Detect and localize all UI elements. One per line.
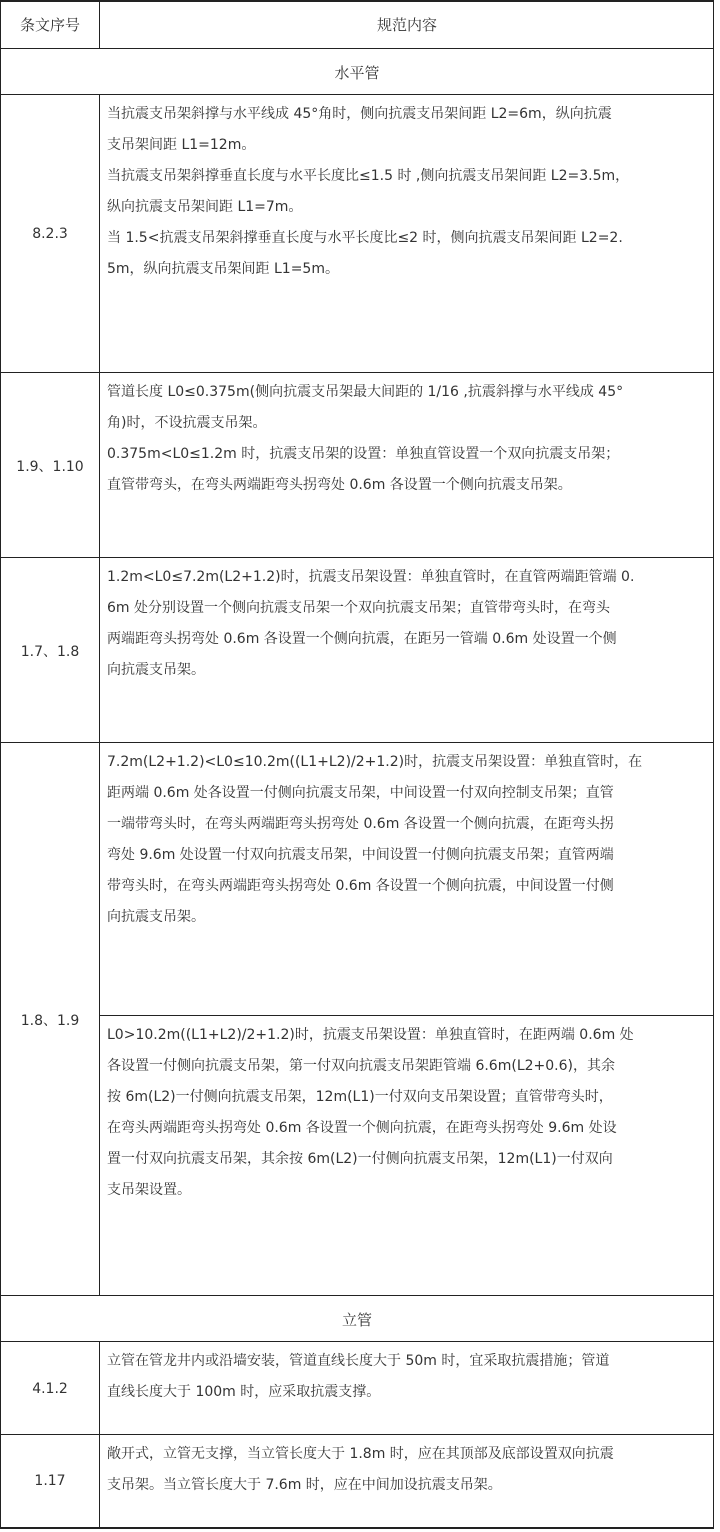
content-line: 向抗震支吊架。 <box>107 909 205 925</box>
content-line: 向抗震支吊架。 <box>107 662 205 678</box>
table-border <box>0 0 1 1529</box>
content-line: 管道长度 L0≤0.375m(侧向抗震支吊架最大间距的 1/16 ,抗震斜撑与水平线成 45° <box>107 384 624 400</box>
row-content-4-1-2 <box>100 1342 714 1435</box>
table-border <box>0 0 714 2</box>
table-border <box>99 0 100 49</box>
content-line: 带弯头时，在弯头两端距弯头拐弯处 0.6m 各设置一个侧向抗震，中间设置一付侧 <box>107 878 614 894</box>
row-content-8-2-3 <box>100 95 714 373</box>
row-content-1-7-1-8 <box>100 558 714 743</box>
row-id-8-2-3: 8.2.3 <box>32 226 68 242</box>
content-line: 当 1.5<抗震支吊架斜撑垂直长度与水平长度比≤2 时，侧向抗震支吊架间距 L2=2. <box>107 230 623 246</box>
row-content-1-9-1-10 <box>100 373 714 558</box>
content-line: 两端距弯头拐弯处 0.6m 各设置一个侧向抗震，在距另一管端 0.6m 处设置一个侧 <box>107 631 617 647</box>
content-line: 弯处 9.6m 处设置一付双向抗震支吊架，中间设置一付侧向抗震支吊架；直管两端 <box>107 847 614 863</box>
row-id-1-17: 1.17 <box>34 1473 66 1489</box>
content-line: 置一付双向抗震支吊架，其余按 6m(L2)一付侧向抗震支吊架，12m(L1)一付双向 <box>107 1151 613 1167</box>
content-line: 立管在管龙井内或沿墙安装，管道直线长度大于 50m 时，宜采取抗震措施；管道 <box>107 1353 610 1369</box>
content-line: 当抗震支吊架斜撑与水平线成 45°角时，侧向抗震支吊架间距 L2=6m，纵向抗震 <box>107 106 612 122</box>
content-line: 各设置一付侧向抗震支吊架，第一付双向抗震支吊架距管端 6.6m(L2+0.6)，其余 <box>107 1058 615 1074</box>
table-border <box>0 372 714 373</box>
row-content-1-17 <box>100 1435 714 1527</box>
table-border <box>0 1434 714 1435</box>
row-id-1-9-1-10: 1.9、1.10 <box>16 458 84 475</box>
table-border <box>0 1295 714 1296</box>
section-horizontal-pipe: 水平管 <box>334 63 380 82</box>
row-id-4-1-2: 4.1.2 <box>32 1380 68 1397</box>
content-line: 支吊架设置。 <box>107 1182 191 1198</box>
table-border <box>0 1341 714 1342</box>
content-line: 直管带弯头，在弯头两端距弯头拐弯处 0.6m 各设置一个侧向抗震支吊架。 <box>107 477 572 493</box>
header-col-id: 条文序号 <box>19 16 80 34</box>
table-border <box>99 1341 100 1529</box>
table-border <box>100 1015 714 1016</box>
row-id-1-8-1-9: 1.8、1.9 <box>20 1012 80 1029</box>
content-line: 敞开式，立管无支撑，当立管长度大于 1.8m 时，应在其顶部及底部设置双向抗震 <box>107 1446 614 1462</box>
content-line: 距两端 0.6m 处各设置一付侧向抗震支吊架，中间设置一付双向控制支吊架；直管 <box>107 785 614 801</box>
table-border <box>99 94 100 1296</box>
header-col-content: 规范内容 <box>376 16 437 34</box>
table-border <box>0 557 714 558</box>
content-line: 当抗震支吊架斜撑垂直长度与水平长度比≤1.5 时 ,侧向抗震支吊架间距 L2=3.5m， <box>107 168 630 184</box>
content-line: 1.2m<L0≤7.2m(L2+1.2)时，抗震支吊架设置：单独直管时，在直管两端距管端 0. <box>107 569 635 585</box>
content-line: 支吊架。当立管长度大于 7.6m 时，应在中间加设抗震支吊架。 <box>107 1477 502 1493</box>
content-line: 按 6m(L2)一付侧向抗震支吊架，12m(L1)一付双向支吊架设置；直管带弯头时， <box>107 1089 613 1105</box>
section-vertical-pipe: 立管 <box>341 1310 372 1329</box>
content-line: 0.375m<L0≤1.2m 时，抗震支吊架的设置：单独直管设置一个双向抗震支吊架； <box>107 446 620 462</box>
content-line: 7.2m(L2+1.2)<L0≤10.2m((L1+L2)/2+1.2)时，抗震支吊架设置：单独直管时，在 <box>107 754 643 770</box>
content-line: 一端带弯头时，在弯头两端距弯头拐弯处 0.6m 各设置一个侧向抗震，在距弯头拐 <box>107 816 614 832</box>
content-line: 5m，纵向抗震支吊架间距 L1=5m。 <box>107 261 339 277</box>
content-line: L0>10.2m((L1+L2)/2+1.2)时，抗震支吊架设置：单独直管时，在距两端 0.6m 处 <box>107 1027 634 1043</box>
content-line: 6m 处分别设置一个侧向抗震支吊架一个双向抗震支吊架；直管带弯头时，在弯头 <box>107 600 610 616</box>
table-border <box>0 742 714 743</box>
row-id-1-7-1-8: 1.7、1.8 <box>20 643 80 660</box>
table-border <box>0 1527 714 1529</box>
row-content-1-8-1-9-b <box>100 1016 714 1296</box>
content-line: 支吊架间距 L1=12m。 <box>107 137 256 153</box>
content-line: 角)时，不设抗震支吊架。 <box>107 415 267 431</box>
content-line: 在弯头两端距弯头拐弯处 0.6m 各设置一个侧向抗震，在距弯头拐弯处 9.6m 处设 <box>107 1120 617 1136</box>
row-content-1-8-1-9-a <box>100 743 714 1016</box>
table-border <box>0 94 714 95</box>
content-line: 纵向抗震支吊架间距 L1=7m。 <box>107 199 303 215</box>
table-border <box>713 0 714 1529</box>
table-border <box>0 48 714 49</box>
content-line: 直线长度大于 100m 时，应采取抗震支撑。 <box>107 1384 381 1400</box>
